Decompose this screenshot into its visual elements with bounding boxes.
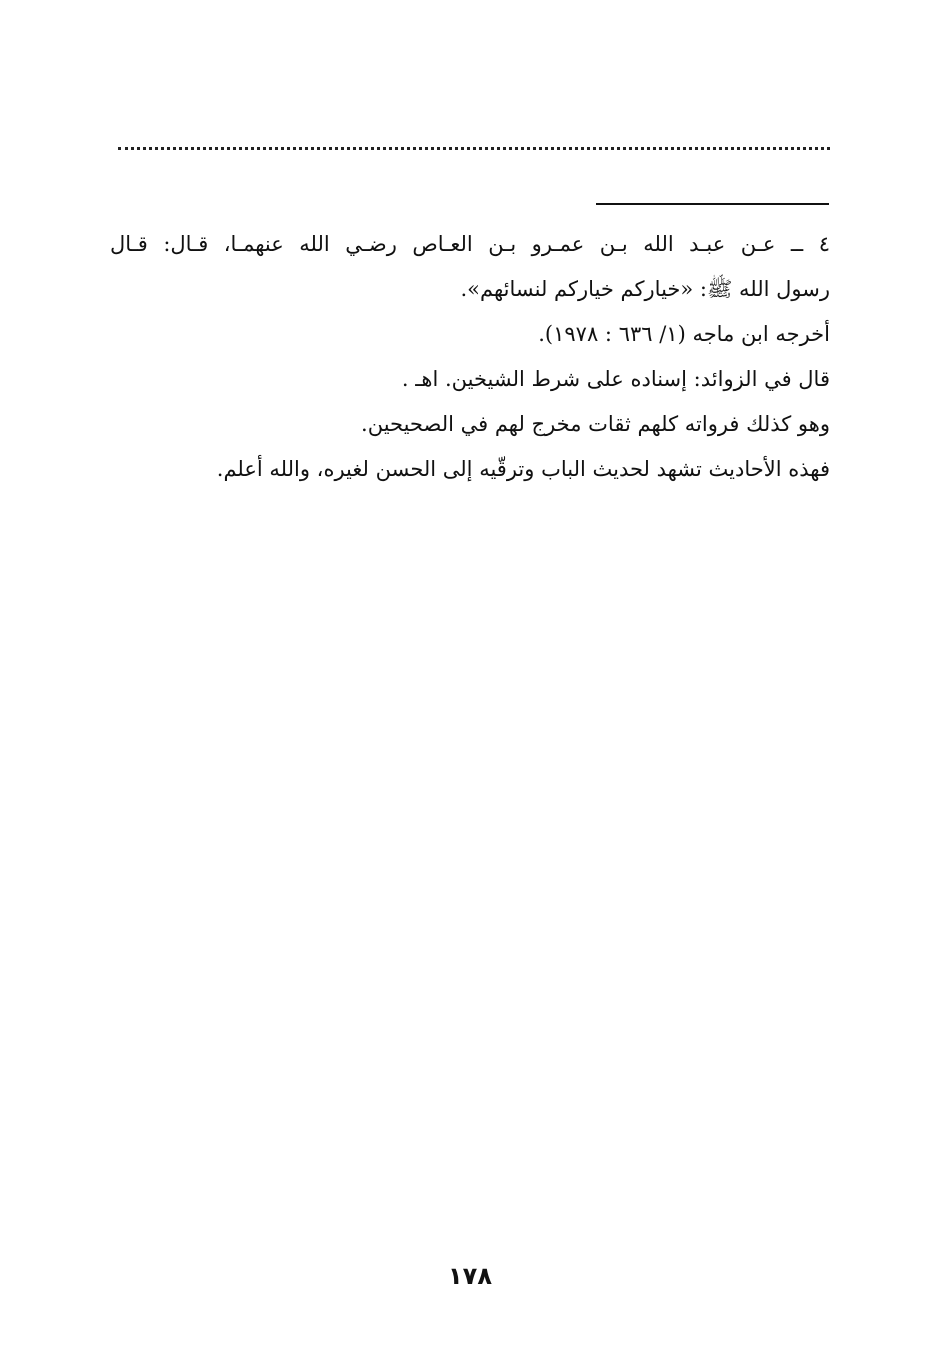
footnote-takhrij-line: أخرجه ابن ماجه (١/ ٦٣٦ : ١٩٧٨). <box>538 322 830 346</box>
footnote-hadith-line-2: رسول الله ﷺ: «خياركم خياركم لنسائهم». <box>460 277 830 301</box>
footnote-separator-rule <box>596 203 829 205</box>
footnotes-block <box>110 222 830 492</box>
dotted-separator <box>118 147 830 150</box>
footnote-hadith-line-1: ٤ ــ عـن عبـد الله بـن عمـرو بـن العـاص رضـي الله عنهمـا، قـال: قـال <box>110 232 830 256</box>
footnote-narrators-line: وهو كذلك فرواته كلهم ثقات مخرج لهم في الصحيحين. <box>361 412 830 436</box>
footnote-conclusion-line: فهذه الأحاديث تشهد لحديث الباب وترقّيه إلى الحسن لغيره، والله أعلم. <box>216 457 830 481</box>
page-number: ١٧٨ <box>448 1262 492 1290</box>
footnote-zawaid-line: قال في الزوائد: إسناده على شرط الشيخين. اهـ . <box>401 367 830 391</box>
